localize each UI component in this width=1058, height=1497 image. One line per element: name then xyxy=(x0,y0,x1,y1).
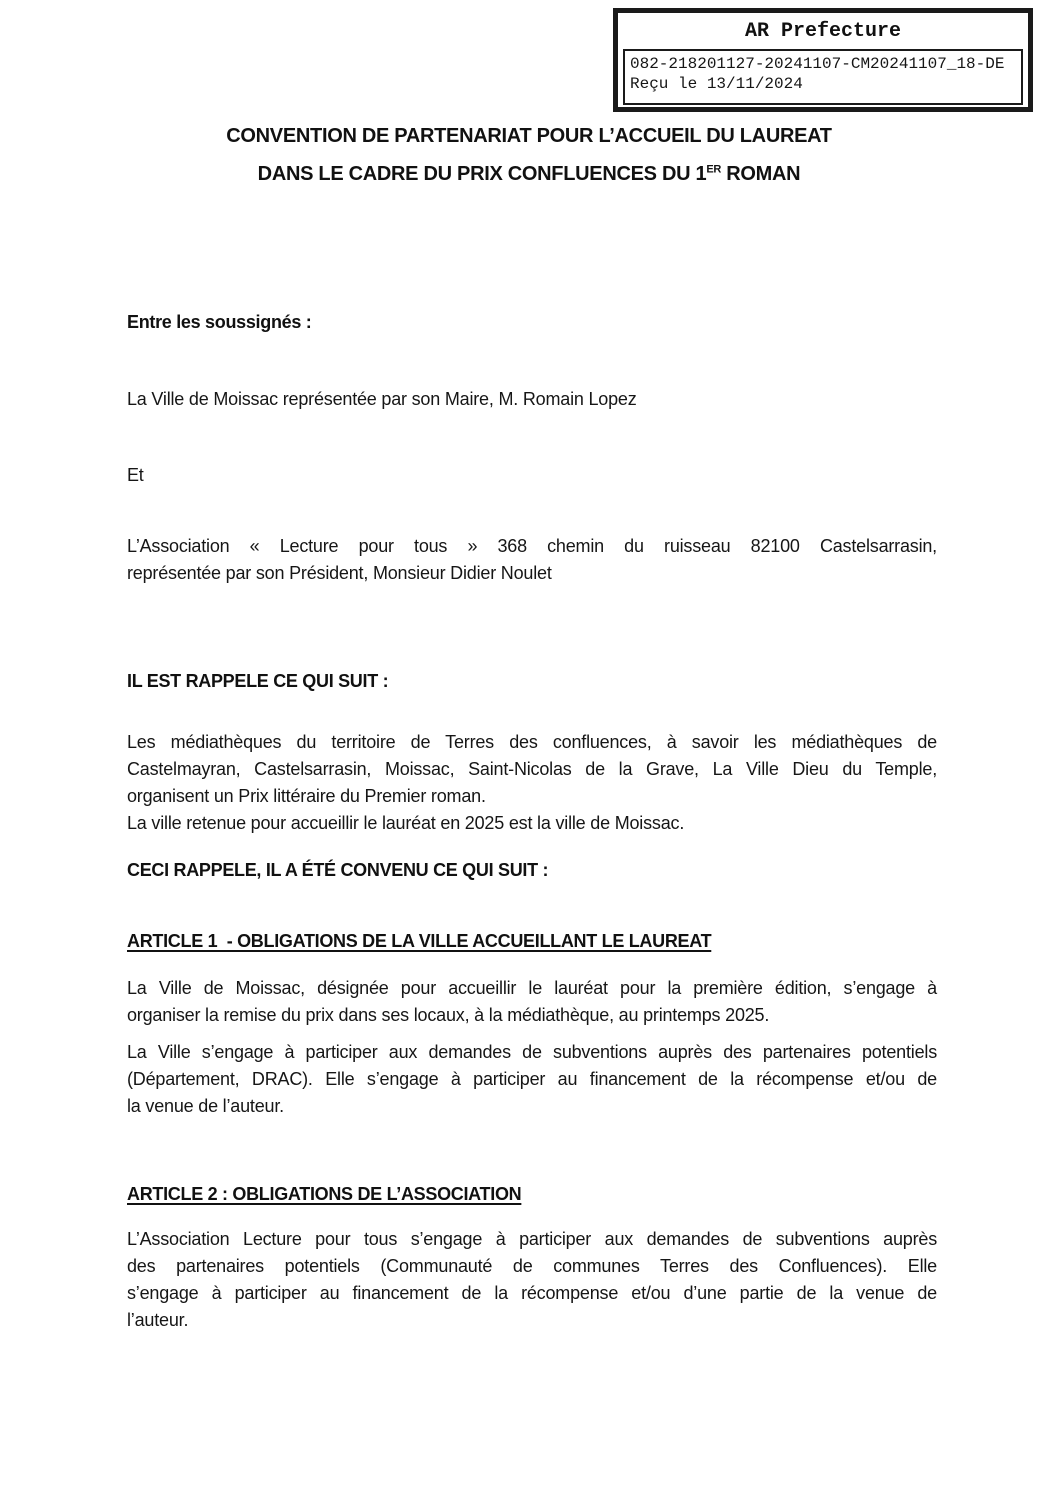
text-line: La Ville de Moissac, désignée pour accueillir le lauréat pour la première édition, s’engage à xyxy=(127,978,937,998)
intro-heading: Entre les soussignés : xyxy=(127,312,312,332)
article1-heading: ARTICLE 1 - OBLIGATIONS DE LA VILLE ACCUEILLANT LE LAUREAT xyxy=(127,931,712,951)
stamp-reference-box xyxy=(623,49,1023,105)
party2-text xyxy=(127,533,937,587)
text-line: La Ville s’engage à participer aux demandes de subventions auprès des partenaires potentiels xyxy=(127,1042,937,1062)
agreement-heading: CECI RAPPELE, IL A ÉTÉ CONVENU CE QUI SUIT : xyxy=(127,860,549,880)
recital-city-line: La ville retenue pour accueillir le lauréat en 2025 est la ville de Moissac. xyxy=(127,813,685,833)
title-line2-prefix: DANS LE CADRE DU PRIX CONFLUENCES DU 1 xyxy=(257,163,707,185)
text-line: L’Association Lecture pour tous s’engage à participer aux demandes de subventions auprès xyxy=(127,1229,937,1249)
text-line: l’auteur. xyxy=(127,1310,189,1330)
party1-text: La Ville de Moissac représentée par son Maire, M. Romain Lopez xyxy=(127,389,637,409)
text-line: L’Association « Lecture pour tous » 368 chemin du ruisseau 82100 Castelsarrasin, xyxy=(127,536,937,556)
article1-paragraph-1 xyxy=(127,975,937,1029)
stamp-received-date: Reçu le 13/11/2024 xyxy=(630,75,803,93)
text-line: organisent un Prix littéraire du Premier roman. xyxy=(127,786,486,806)
article1-paragraph-2 xyxy=(127,1039,937,1120)
text-line: la venue de l’auteur. xyxy=(127,1096,284,1116)
text-line: Les médiathèques du territoire de Terres des confluences, à savoir les médiathèques de xyxy=(127,732,937,752)
text-line: Castelmayran, Castelsarrasin, Moissac, Saint-Nicolas de la Grave, La Ville Dieu du Temple, xyxy=(127,759,937,779)
superscript-er: ER xyxy=(706,163,721,176)
document-title-line2 xyxy=(0,162,1058,186)
title-line2-suffix: ROMAN xyxy=(721,163,801,185)
stamp-title: AR Prefecture xyxy=(744,20,902,43)
text-line: des partenaires potentiels (Communauté de communes Terres des Confluences). Elle xyxy=(127,1256,937,1276)
article2-heading: ARTICLE 2 : OBLIGATIONS DE L’ASSOCIATION xyxy=(127,1184,522,1204)
text-line: représentée par son Président, Monsieur Didier Noulet xyxy=(127,563,552,583)
article2-paragraph xyxy=(127,1226,937,1334)
stamp-reference-number: 082-218201127-20241107-CM20241107_18-DE xyxy=(630,55,1005,73)
document-title-line1: CONVENTION DE PARTENARIAT POUR L’ACCUEIL DU LAUREAT xyxy=(226,125,832,147)
recital-paragraph xyxy=(127,729,937,810)
recital-heading: IL EST RAPPELE CE QUI SUIT : xyxy=(127,671,389,691)
text-line: s’engage à participer au financement de la récompense et/ou d’une partie de la venue de xyxy=(127,1283,937,1303)
ar-prefecture-stamp xyxy=(613,8,1033,112)
text-line: organiser la remise du prix dans ses locaux, à la médiathèque, au printemps 2025. xyxy=(127,1005,770,1025)
conjunction-text: Et xyxy=(127,465,144,485)
text-line: (Département, DRAC). Elle s’engage à participer au financement de la récompense et/ou de xyxy=(127,1069,937,1089)
